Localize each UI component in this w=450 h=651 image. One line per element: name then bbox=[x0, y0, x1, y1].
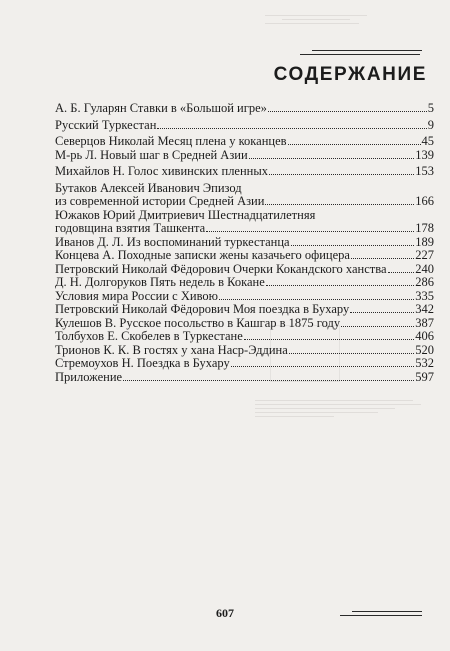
toc-entry-row bbox=[55, 344, 434, 358]
toc-entry bbox=[55, 357, 434, 371]
dot-leader bbox=[249, 158, 415, 159]
toc-entry-page: 520 bbox=[415, 342, 434, 357]
toc-entry-page: 240 bbox=[415, 261, 434, 276]
toc-entry bbox=[55, 303, 434, 317]
dot-leader bbox=[288, 144, 421, 145]
page-number: 607 bbox=[216, 606, 234, 620]
toc-entry-title: Д. Н. Долгоруков Пять недель в Кокане bbox=[55, 275, 265, 289]
toc-entry-row bbox=[55, 357, 434, 371]
toc-entry-page: 286 bbox=[415, 275, 434, 289]
toc-entry-row bbox=[55, 371, 434, 385]
toc-entry bbox=[55, 290, 434, 304]
toc-entry-title: Концева А. Походные записки жены казачьего офицера bbox=[55, 248, 350, 262]
page-title: СОДЕРЖАНИЕ bbox=[273, 64, 427, 85]
dot-leader bbox=[388, 272, 415, 273]
dot-leader bbox=[244, 339, 414, 340]
toc-entry bbox=[55, 119, 434, 133]
toc-entry-row bbox=[55, 102, 434, 116]
toc-entry-title: Русский Туркестан bbox=[55, 117, 157, 132]
toc-entry-page: 9 bbox=[427, 117, 434, 132]
toc-entry-title: А. Б. Гуларян Ставки в «Большой игре» bbox=[55, 101, 267, 115]
toc-entry bbox=[55, 317, 434, 331]
toc-entry-page: 178 bbox=[415, 221, 434, 235]
toc-entry-title-line: Бутаков Алексей Иванович Эпизод bbox=[55, 180, 242, 195]
dot-leader bbox=[265, 204, 414, 205]
toc-entry-title: Стремоухов Н. Поездка в Бухару bbox=[55, 356, 230, 370]
bleed-through-text bbox=[265, 12, 435, 27]
toc-entry-page: 227 bbox=[415, 248, 434, 262]
toc-entry-row bbox=[55, 135, 434, 149]
bleed-through-text bbox=[255, 397, 430, 420]
dot-leader bbox=[231, 366, 415, 367]
toc-entry bbox=[55, 149, 434, 163]
toc-entry-page: 189 bbox=[415, 234, 434, 249]
toc-entry-title: Толбухов Е. Скобелев в Туркестане bbox=[55, 329, 243, 343]
toc-entry-title: Трионов К. К. В гостях у хана Наср-Эддина bbox=[55, 342, 288, 357]
toc-entry bbox=[55, 371, 434, 385]
toc-entry-title: годовщина взятия Ташкента bbox=[55, 221, 206, 235]
table-of-contents bbox=[55, 102, 434, 384]
toc-entry-page: 597 bbox=[415, 369, 434, 384]
toc-entry-page: 139 bbox=[415, 147, 434, 162]
footer-rule bbox=[352, 611, 422, 612]
toc-entry bbox=[55, 236, 434, 250]
toc-entry bbox=[55, 249, 434, 263]
title-rule bbox=[300, 54, 420, 55]
toc-entry-row bbox=[55, 317, 434, 331]
footer-rule bbox=[340, 615, 422, 616]
title-rule bbox=[312, 50, 422, 51]
toc-entry-page: 406 bbox=[415, 329, 434, 343]
dot-leader bbox=[291, 245, 415, 246]
toc-entry-title: Михайлов Н. Голос хивинских пленных bbox=[55, 164, 269, 178]
toc-entry-title: Иванов Д. Л. Из воспоминаний туркестанца bbox=[55, 234, 290, 249]
toc-entry-page: 532 bbox=[415, 356, 434, 370]
dot-leader bbox=[219, 299, 414, 300]
toc-entry-row bbox=[55, 165, 434, 179]
toc-entry bbox=[55, 102, 434, 116]
dot-leader bbox=[269, 174, 414, 175]
dot-leader bbox=[341, 326, 414, 327]
toc-entry-title: Петровский Николай Фёдорович Очерки Кокандского ханства bbox=[55, 261, 387, 276]
dot-leader bbox=[123, 380, 414, 381]
toc-entry-title: Условия мира России с Хивою bbox=[55, 288, 218, 303]
toc-entry-row bbox=[55, 276, 434, 290]
toc-entry bbox=[55, 344, 434, 358]
toc-entry-page: 166 bbox=[415, 194, 434, 208]
toc-entry-title: Приложение bbox=[55, 369, 123, 384]
toc-entry-row bbox=[55, 195, 434, 209]
dot-leader bbox=[266, 285, 414, 286]
toc-entry-title: Петровский Николай Фёдорович Моя поездка в Бухару bbox=[55, 302, 350, 316]
dot-leader bbox=[289, 353, 414, 354]
toc-entry-row bbox=[55, 263, 434, 277]
dot-leader bbox=[351, 258, 414, 259]
toc-entry-row bbox=[55, 290, 434, 304]
toc-entry bbox=[55, 263, 434, 277]
toc-entry-row bbox=[55, 119, 434, 133]
toc-entry-page: 45 bbox=[421, 134, 434, 148]
toc-entry bbox=[55, 182, 434, 209]
toc-entry bbox=[55, 276, 434, 290]
toc-entry-row bbox=[55, 149, 434, 163]
dot-leader bbox=[268, 111, 427, 112]
toc-entry bbox=[55, 135, 434, 149]
toc-entry-row bbox=[55, 236, 434, 250]
toc-entry-row bbox=[55, 249, 434, 263]
toc-entry bbox=[55, 209, 434, 236]
toc-entry bbox=[55, 165, 434, 179]
toc-entry-title: М-рь Л. Новый шаг в Средней Азии bbox=[55, 147, 248, 162]
toc-entry-page: 335 bbox=[415, 288, 434, 303]
dot-leader bbox=[157, 128, 426, 129]
toc-entry-title: Кулешов В. Русское посольство в Кашгар в 1875 году bbox=[55, 315, 341, 330]
toc-entry-row bbox=[55, 330, 434, 344]
toc-entry bbox=[55, 330, 434, 344]
dot-leader bbox=[350, 312, 414, 313]
toc-entry-page: 387 bbox=[415, 315, 434, 330]
toc-entry-page: 5 bbox=[427, 101, 434, 115]
toc-entry-row bbox=[55, 303, 434, 317]
toc-entry-title: Северцов Николай Месяц плена у коканцев bbox=[55, 134, 287, 148]
toc-entry-title: из современной истории Средней Азии bbox=[55, 194, 265, 208]
toc-entry-page: 342 bbox=[415, 302, 434, 316]
toc-entry-title-line: Южаков Юрий Дмитриевич Шестнадцатилетняя bbox=[55, 207, 316, 222]
toc-entry-row bbox=[55, 222, 434, 236]
toc-entry-page: 153 bbox=[415, 164, 434, 178]
dot-leader bbox=[206, 231, 414, 232]
